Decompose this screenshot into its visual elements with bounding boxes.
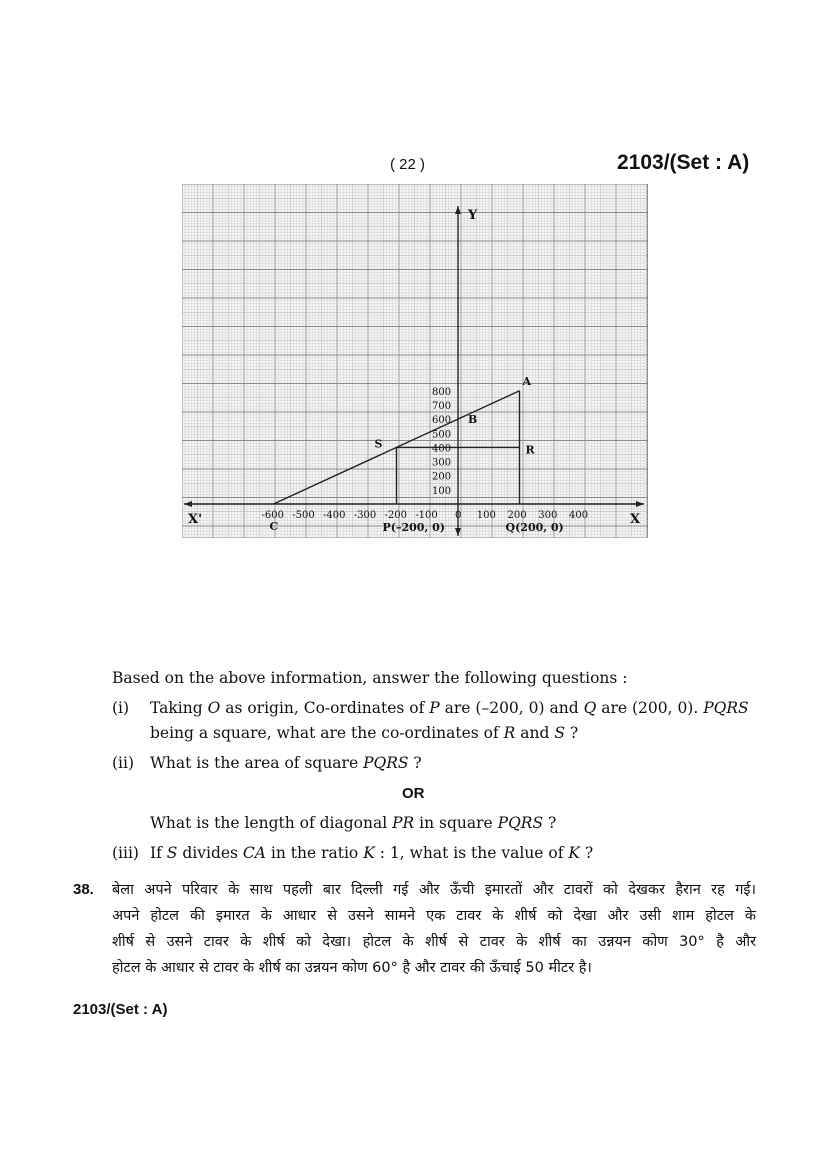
y-tick-label: 700 (432, 400, 452, 412)
y-tick-label: 400 (432, 443, 452, 455)
graph-paper-grid (182, 184, 648, 538)
x-axis-label: X (630, 512, 641, 527)
q-i-number: (i) (112, 699, 130, 717)
q38-line-2: अपने होटल की इमारत के आधार से उसने सामने एक टावर के शीर्ष को देखा और उसी शाम होटल के (112, 908, 756, 924)
graph-paper-background (182, 184, 648, 538)
x-tick-label: 300 (538, 510, 558, 521)
question-38-number: 38. (73, 881, 94, 898)
q-ii-alt-text: What is the length of diagonal PR in square PQRS ? (150, 814, 557, 832)
or-separator: OR (402, 785, 425, 802)
point-label-q: Q(200, 0) (505, 521, 564, 534)
point-label-b: B (468, 413, 478, 427)
x-axis-negative-label: X' (188, 512, 203, 527)
y-tick-label: 800 (432, 386, 452, 398)
x-tick-label: 100 (476, 510, 496, 521)
page-number: ( 22 ) (390, 156, 426, 173)
coordinate-graph (182, 184, 648, 538)
set-code-header: 2103/(Set : A) (617, 151, 750, 174)
q38-line-3: शीर्ष से उसने टावर के शीर्ष को देखा। होटल के शीर्ष से टावर के शीर्ष का उन्नयन कोण 30° है और (112, 934, 756, 950)
x-tick-label: 200 (507, 510, 527, 521)
point-label-a: A (522, 374, 532, 388)
x-tick-label: -100 (415, 510, 438, 521)
point-label-c: C (269, 520, 279, 533)
set-code-footer: 2103/(Set : A) (73, 1001, 168, 1018)
x-tick-label: 400 (569, 510, 589, 521)
y-tick-label: 300 (432, 457, 452, 469)
q-iii-number: (iii) (112, 844, 139, 862)
x-tick-label: -600 (261, 510, 284, 521)
point-label-s: S (374, 437, 383, 451)
intro-text: Based on the above information, answer the following questions : (112, 669, 628, 687)
x-tick-label: -300 (353, 510, 377, 521)
q-i-line2: being a square, what are the co-ordinates of R and S ? (150, 724, 579, 742)
q38-line-4: होटल के आधार से टावर के शीर्ष का उन्नयन कोण 60° है और टावर की ऊँचाई 50 मीटर है। (112, 960, 592, 976)
q-iii-text: If S divides CA in the ratio K : 1, what is the value of K ? (150, 844, 594, 862)
y-tick-label: 200 (432, 471, 452, 483)
q-ii-number: (ii) (112, 754, 135, 772)
q-i-line1: Taking O as origin, Co-ordinates of P are (–200, 0) and Q are (200, 0). PQRS (150, 699, 749, 717)
y-axis-label: Y (468, 208, 478, 223)
point-label-r: R (525, 443, 535, 457)
y-tick-label: 100 (432, 485, 452, 497)
x-tick-label: -400 (323, 510, 346, 521)
y-tick-label: 600 (432, 415, 452, 427)
origin-label: 0 (455, 510, 462, 521)
point-label-p: P(–200, 0) (382, 521, 445, 534)
x-tick-label: -500 (292, 510, 315, 521)
q-ii-text: What is the area of square PQRS ? (150, 754, 422, 772)
x-tick-label: -200 (384, 510, 407, 521)
y-tick-label: 500 (432, 429, 452, 441)
q38-line-1: बेला अपने परिवार के साथ पहली बार दिल्ली गई और ऊँची इमारतों और टावरों को देखकर हैरान रह गई। (112, 882, 756, 898)
